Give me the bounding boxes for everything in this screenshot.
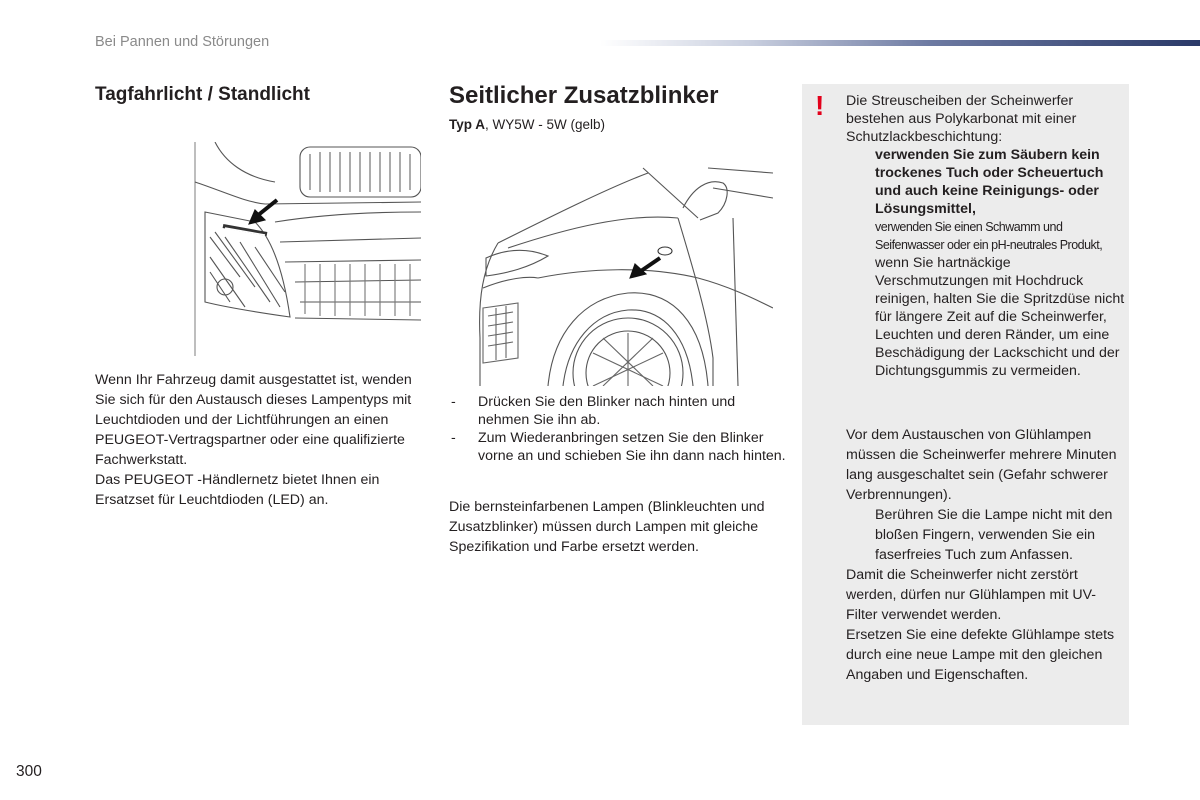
- handling-list: [846, 505, 1126, 565]
- amber-lamp-paragraph: [449, 497, 779, 557]
- step-dash: -: [451, 394, 456, 410]
- replace-bulb-paragraph: Ersetzen Sie eine defekte Glühlampe stets durch eine neue Lampe mit den gleichen Angaben und Eigenschaften.: [846, 627, 1115, 683]
- warning-item-text: Berühren Sie die Lampe nicht mit den bloßen Fingern, verwenden Sie ein faserfreies Tuch zum Anfassen.: [875, 507, 1113, 563]
- replacement-steps: [449, 393, 789, 465]
- warning-item-text: wenn Sie hartnäckige Verschmutzungen mit Hochdruck reinigen, halten Sie die Spritzdüse nicht für längere Zeit auf die Scheinwerfer, Leuchten und deren Ränder, um eine Beschädigung der Lackschicht und der Dichtungsgummis zu vermeiden.: [875, 255, 1125, 379]
- cooldown-paragraph: Vor dem Austauschen von Glühlampen müssen die Scheinwerfer mehrere Minuten lang ausgeschaltet sein (Gefahr schwerer Verbrennungen).: [846, 427, 1117, 503]
- daytime-light-text: [95, 370, 413, 510]
- warning-item: [846, 254, 1126, 380]
- warning-list: [846, 146, 1126, 380]
- side-indicator-illustration: [468, 158, 773, 386]
- warning-icon: !: [815, 90, 825, 121]
- led-service-paragraph: Wenn Ihr Fahrzeug damit ausgestattet ist, wenden Sie sich für den Austausch dieses Lampentyps mit Leuchtdioden und der Lichtführungen an einen PEUGEOT-Vertragspartner oder eine qualifizierte Fachwerkstatt.: [95, 372, 412, 468]
- warning-intro: Die Streuscheiben der Scheinwerfer bestehen aus Polykarbonat mit einer Schutzlackbeschichtung:: [846, 93, 1077, 145]
- warning-item: [846, 146, 1126, 218]
- warning-item: [846, 505, 1126, 565]
- bulb-handling-warning: [846, 425, 1126, 685]
- page-number: 300: [16, 763, 42, 780]
- headlamp-lens-warning: [846, 92, 1126, 380]
- chapter-title: Bei Pannen und Störungen: [95, 34, 270, 50]
- amber-lamp-text: Die bernsteinfarbenen Lampen (Blinkleuchten und Zusatzblinker) müssen durch Lampen mit gleiche Spezifikation und Farbe ersetzt werden.: [449, 499, 765, 555]
- led-kit-paragraph: Das PEUGEOT -Händlernetz bietet Ihnen ein Ersatzset für Leuchtdioden (LED) an.: [95, 472, 380, 508]
- warning-item-text: verwenden Sie zum Säubern kein trockenes Tuch oder Scheuertuch und auch keine Reinigungs- oder Lösungsmittel,: [875, 147, 1104, 217]
- bulb-type-label: Typ A: [449, 117, 485, 132]
- step-text: Zum Wiederanbringen setzen Sie den Blinker vorne an und schieben Sie ihn dann nach hinten.: [478, 430, 786, 464]
- step-item: [449, 393, 789, 429]
- warning-item: [846, 218, 1126, 254]
- side-indicator-heading: Seitlicher Zusatzblinker: [449, 82, 719, 109]
- bulb-type-line: [449, 117, 605, 132]
- warning-item-text: verwenden Sie einen Schwamm und Seifenwasser oder ein pH-neutrales Produkt,: [875, 220, 1103, 252]
- step-dash: -: [451, 430, 456, 446]
- step-item: [449, 429, 789, 465]
- uv-filter-paragraph: Damit die Scheinwerfer nicht zerstört werden, dürfen nur Glühlampen mit UV-Filter verwendet werden.: [846, 567, 1096, 623]
- bulb-type-value: , WY5W - 5W (gelb): [485, 117, 606, 132]
- step-text: Drücken Sie den Blinker nach hinten und nehmen Sie ihn ab.: [478, 394, 736, 428]
- daytime-light-illustration: [185, 142, 421, 356]
- daytime-light-heading: Tagfahrlicht / Standlicht: [95, 84, 310, 105]
- header-gradient-bar: [600, 40, 1200, 46]
